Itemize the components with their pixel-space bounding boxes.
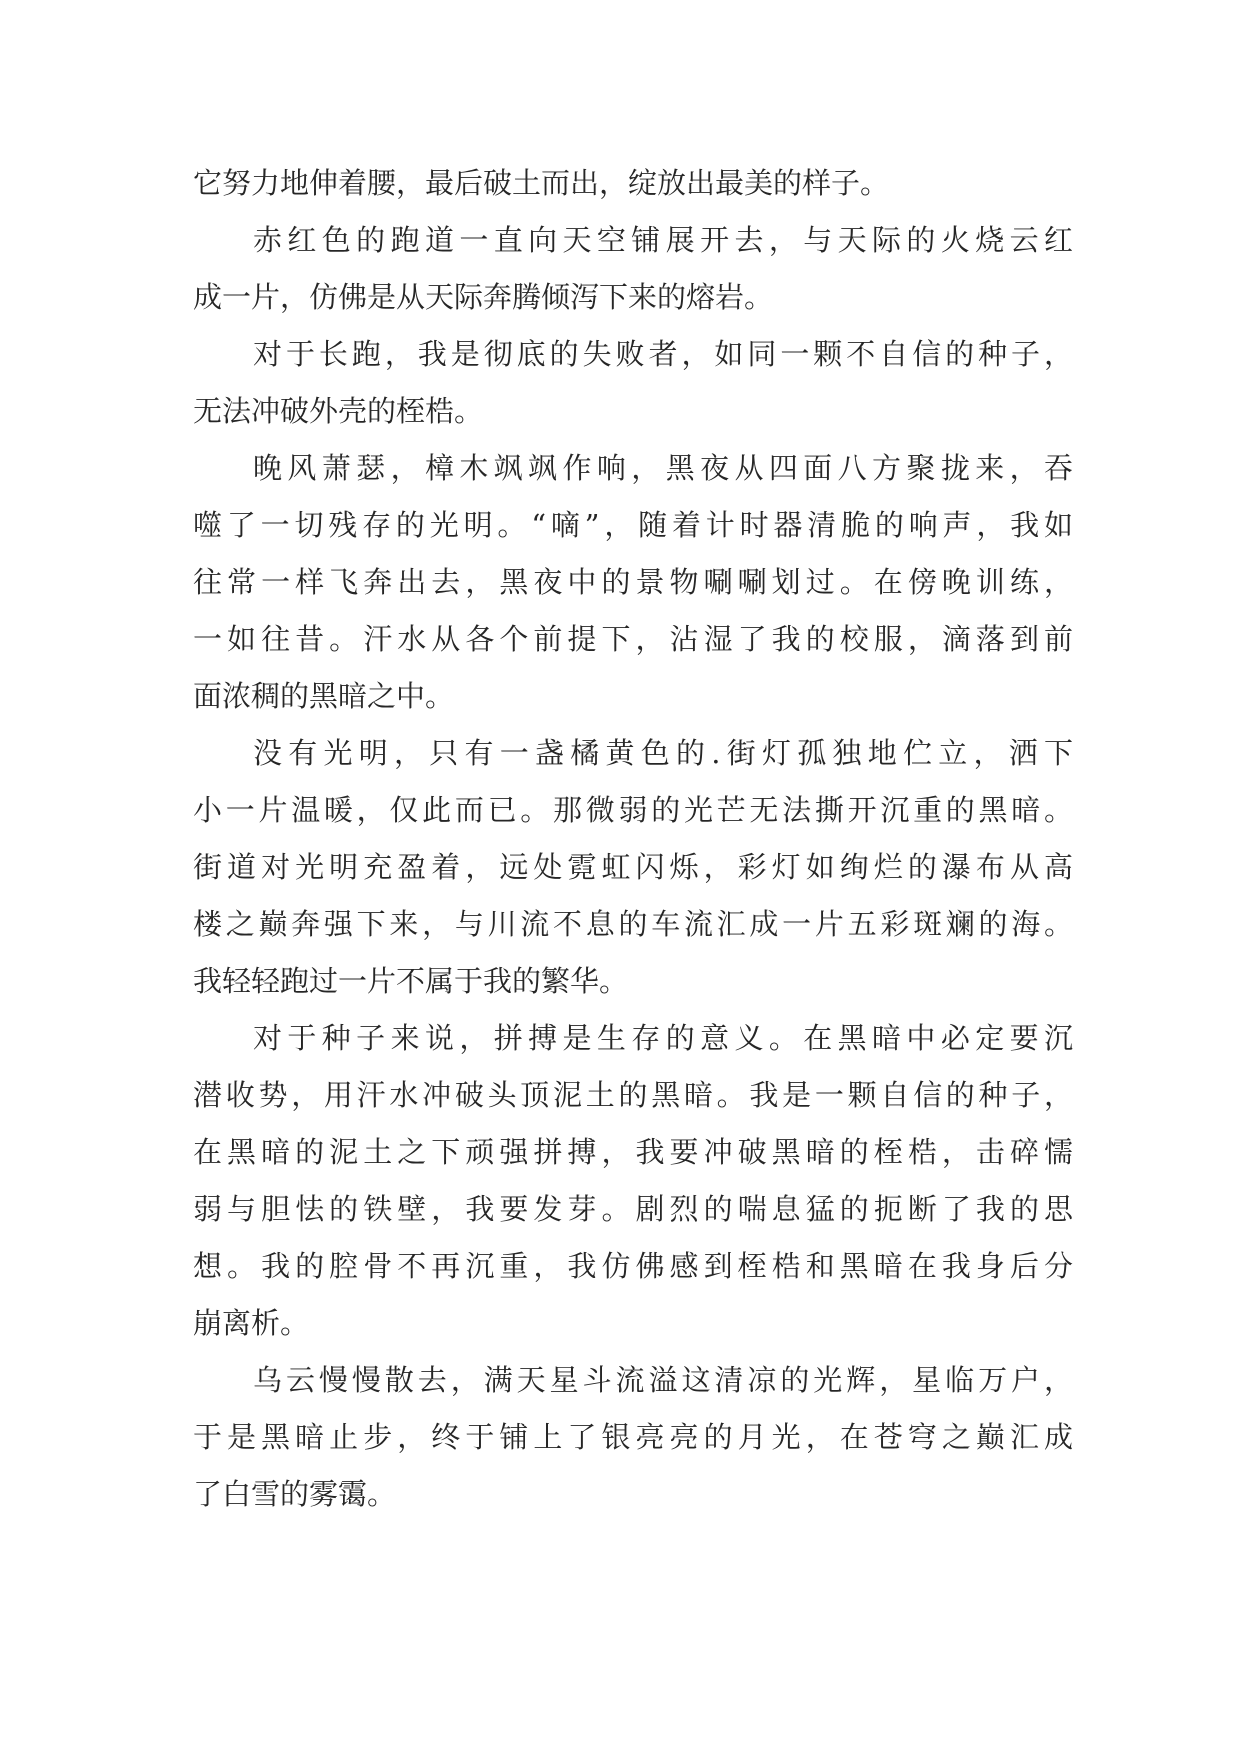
text-line: 晚风萧瑟，樟木飒飒作响，黑夜从四面八方聚拢来，吞	[253, 451, 1073, 485]
text-line: 噬了一切残存的光明。“嘀”，随着计时器清脆的响声，我如	[193, 508, 1073, 542]
text-line: 楼之巅奔强下来，与川流不息的车流汇成一片五彩斑斓的海。	[193, 907, 1073, 941]
text-line: 小一片温暖，仅此而已。那微弱的光芒无法撕开沉重的黑暗。	[193, 793, 1073, 827]
text-line: 乌云慢慢散去，满天星斗流溢这清凉的光辉，星临万户，	[253, 1363, 1073, 1397]
text-line: 一如往昔。汗水从各个前提下，沾湿了我的校服，滴落到前	[193, 622, 1073, 656]
text-line: 无法冲破外壳的桎梏。	[193, 394, 484, 428]
text-line: 对于种子来说，拼搏是生存的意义。在黑暗中必定要沉	[253, 1021, 1073, 1055]
text-line: 往常一样飞奔出去，黑夜中的景物唰唰划过。在傍晚训练，	[193, 565, 1073, 599]
text-line: 成一片，仿佛是从天际奔腾倾泻下来的熔岩。	[193, 280, 774, 314]
text-line: 面浓稠的黑暗之中。	[193, 679, 455, 713]
text-line: 弱与胆怯的铁壁，我要发芽。剧烈的喘息猛的扼断了我的思	[193, 1192, 1073, 1226]
text-line: 在黑暗的泥土之下顽强拼搏，我要冲破黑暗的桎梏，击碎懦	[193, 1135, 1073, 1169]
text-line: 想。我的腔骨不再沉重，我仿佛感到桎梏和黑暗在我身后分	[193, 1249, 1073, 1283]
body-text	[193, 155, 1073, 1523]
text-line: 了白雪的雾霭。	[193, 1477, 397, 1511]
text-line: 我轻轻跑过一片不属于我的繁华。	[193, 964, 629, 998]
text-line: 街道对光明充盈着，远处霓虹闪烁，彩灯如绚烂的瀑布从高	[193, 850, 1073, 884]
text-line: 对于长跑，我是彻底的失败者，如同一颗不自信的种子，	[253, 337, 1073, 371]
text-line: 赤红色的跑道一直向天空铺展开去，与天际的火烧云红	[253, 223, 1073, 257]
text-line: 它努力地伸着腰，最后破土而出，绽放出最美的样子。	[193, 166, 890, 200]
text-line: 潜收势，用汗水冲破头顶泥土的黑暗。我是一颗自信的种子，	[193, 1078, 1073, 1112]
text-line: 崩离析。	[193, 1306, 310, 1340]
text-line: 没有光明，只有一盏橘黄色的.街灯孤独地伫立，洒下	[253, 736, 1073, 770]
text-line: 于是黑暗止步，终于铺上了银亮亮的月光，在苍穹之巅汇成	[193, 1420, 1073, 1454]
